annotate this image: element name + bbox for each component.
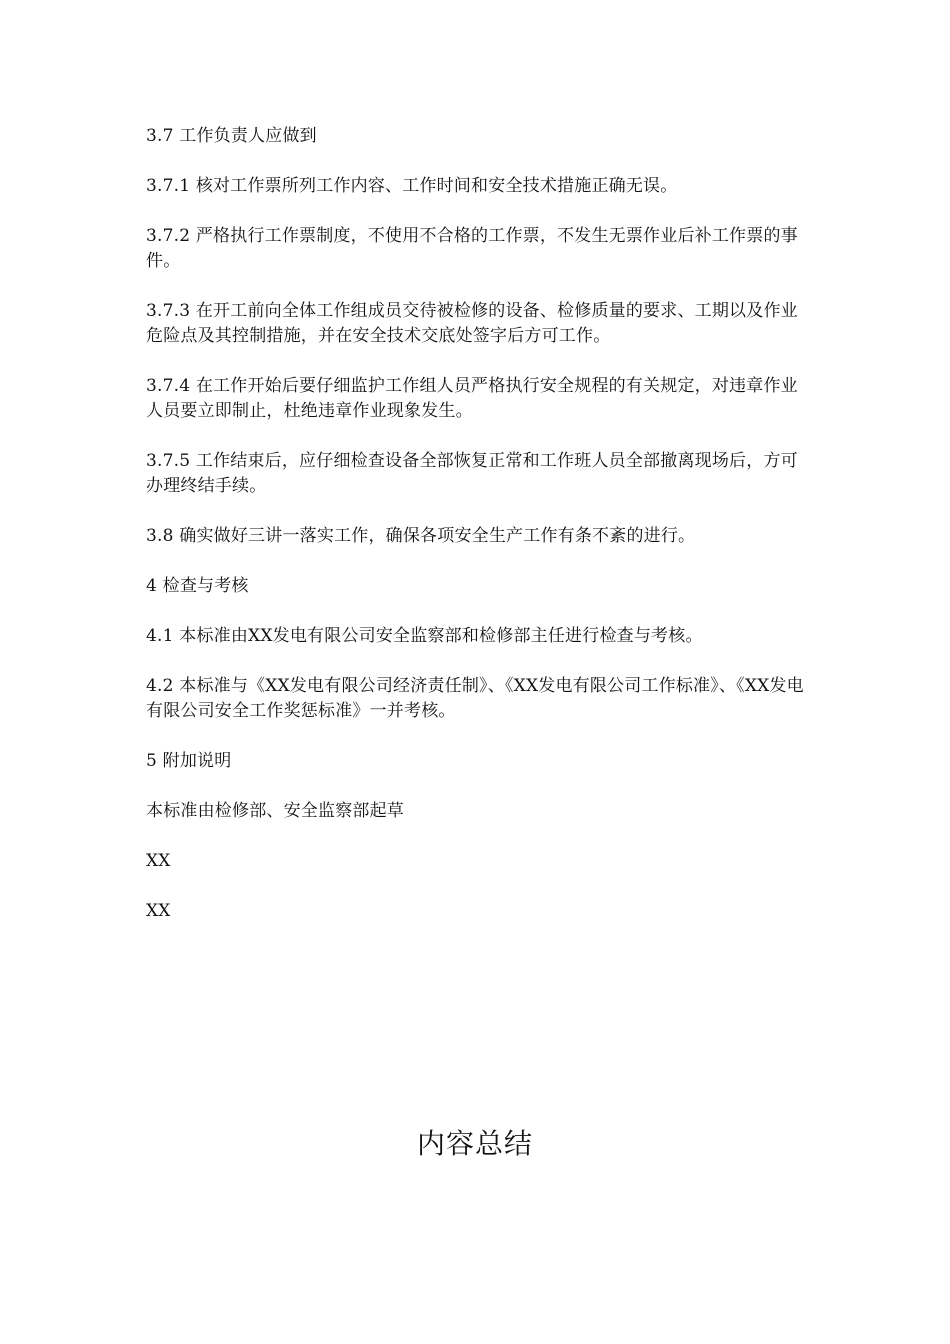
clause-3-7-5: 3.7.5 工作结束后，应仔细检查设备全部恢复正常和工作班人员全部撤离现场后，方可办理终结手续。: [146, 451, 798, 496]
clause-3-7-1: 3.7.1 核对工作票所列工作内容、工作时间和安全技术措施正确无误。: [146, 176, 678, 196]
clause-3-7-4: 3.7.4 在工作开始后要仔细监护工作组人员严格执行安全规程的有关规定，对违章作业人员要立即制止，杜绝违章作业现象发生。: [146, 376, 798, 421]
clause-3-7-2: 3.7.2 严格执行工作票制度，不使用不合格的工作票，不发生无票作业后补工作票的事件。: [146, 226, 798, 271]
section-heading-5: 5 附加说明: [146, 751, 232, 771]
signature-line-1: XX: [146, 851, 171, 871]
drafted-by-note: 本标准由检修部、安全监察部起草: [146, 801, 404, 821]
clause-3-8: 3.8 确实做好三讲一落实工作，确保各项安全生产工作有条不紊的进行。: [146, 526, 696, 546]
section-heading-3-7: 3.7 工作负责人应做到: [146, 126, 317, 146]
summary-title: 内容总结: [416, 1127, 533, 1160]
clause-4-1: 4.1 本标准由XX发电有限公司安全监察部和检修部主任进行检查与考核。: [146, 626, 703, 646]
document-body: [146, 124, 806, 949]
section-heading-4: 4 检查与考核: [146, 576, 249, 596]
clause-4-2: 4.2 本标准与《XX发电有限公司经济责任制》、《XX发电有限公司工作标准》、《XX发电有限公司安全工作奖惩标准》一并考核。: [146, 676, 804, 721]
clause-3-7-3: 3.7.3 在开工前向全体工作组成员交待被检修的设备、检修质量的要求、工期以及作业危险点及其控制措施，并在安全技术交底处签字后方可工作。: [146, 301, 798, 346]
signature-line-2: XX: [146, 901, 171, 921]
